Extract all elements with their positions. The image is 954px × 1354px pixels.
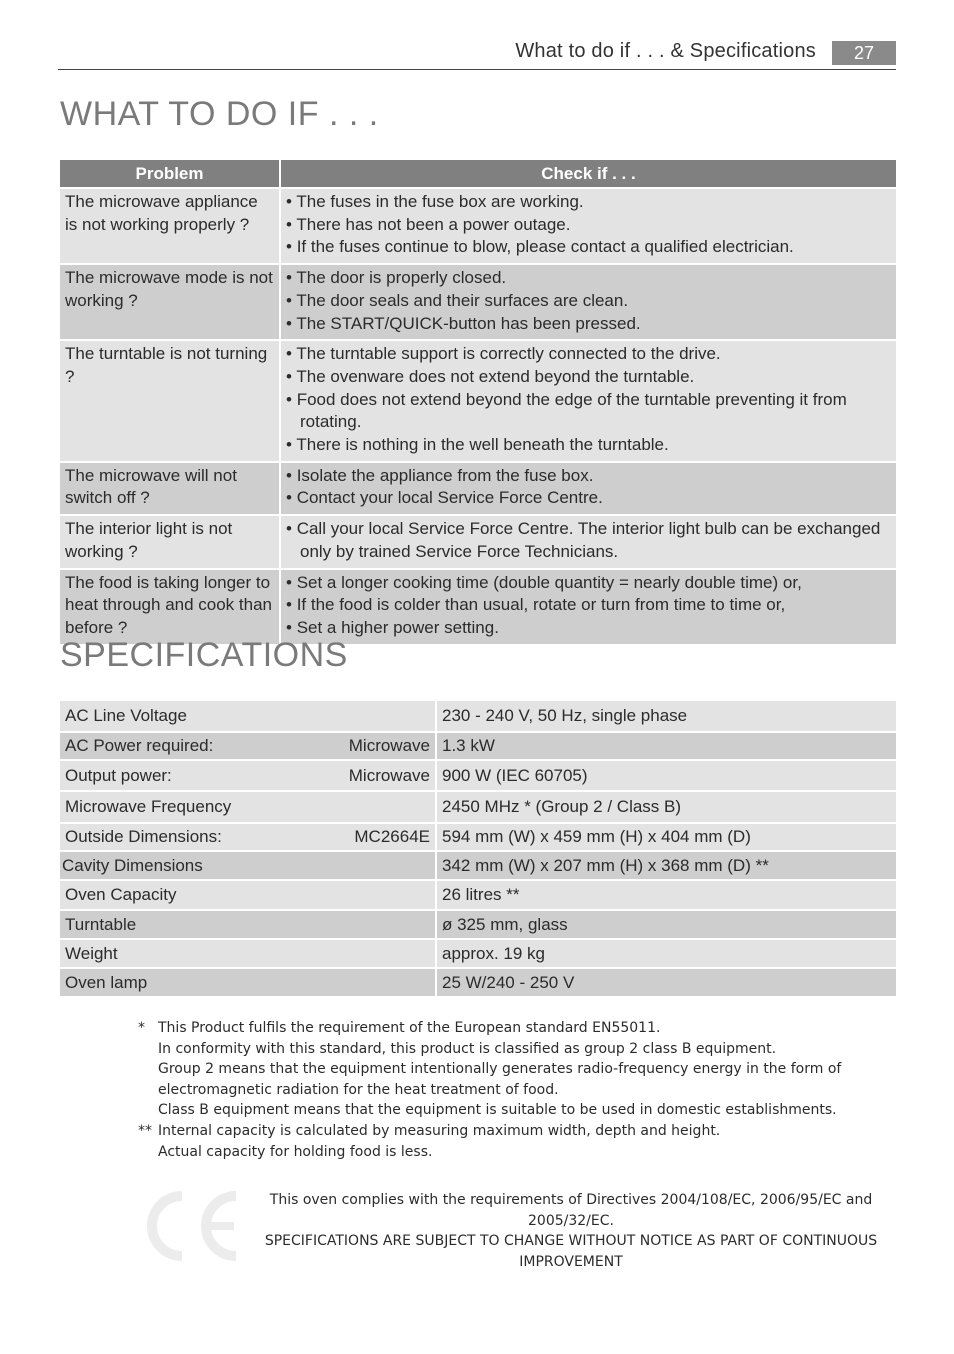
check-item: • Isolate the appliance from the fuse box. [286, 465, 594, 485]
check-item: • The door seals and their surfaces are clean. [286, 290, 629, 310]
spec-value: 1.3 kW [436, 732, 897, 760]
spec-label: AC Line Voltage [59, 700, 436, 732]
specifications-table [58, 699, 898, 998]
spec-label: Cavity Dimensions [59, 851, 436, 880]
footnote-single [138, 1018, 858, 1121]
check-item: • The fuses in the fuse box are working. [286, 192, 584, 211]
table-row [59, 851, 897, 880]
check-item: • Food does not extend beyond the edge of the turntable preventing it from rotating. [286, 389, 847, 432]
footnote-line: Group 2 means that the equipment intentionally generates radio-frequency energy in the form of electromagnetic radiation for the heat treatment of food. [158, 1061, 842, 1098]
page-header [58, 38, 896, 70]
spec-label: Weight [59, 939, 436, 968]
spec-label: Microwave Frequency [59, 791, 436, 823]
table-row [59, 462, 897, 515]
check-item: • Contact your local Service Force Centre. [286, 488, 603, 508]
check-cell [280, 569, 897, 645]
problem-cell: The food is taking longer to heat through and cook than before ? [59, 569, 280, 645]
check-cell [280, 515, 897, 568]
footnotes [138, 1018, 858, 1162]
footnote-mark: ** [138, 1122, 152, 1139]
spec-value: 26 litres ** [436, 880, 897, 910]
table-header-row [59, 159, 897, 188]
what-to-do-heading: WHAT TO DO IF . . . [60, 95, 379, 133]
directives-text: This oven complies with the requirements of Directives 2004/108/EC, 2006/95/EC and 2005/32/EC. [269, 1192, 873, 1229]
check-cell [280, 462, 897, 515]
table-row [59, 732, 897, 760]
spec-value: 900 W (IEC 60705) [436, 760, 897, 791]
check-item: • If the food is colder than usual, rotate or turn from time to time or, [286, 595, 786, 615]
table-row [59, 515, 897, 568]
ce-mark-icon [138, 1188, 242, 1264]
table-row [59, 791, 897, 823]
footnote-mark: * [138, 1020, 145, 1036]
table-row [59, 700, 897, 732]
page-number: 27 [832, 41, 896, 65]
spec-label: Oven lamp [59, 968, 436, 997]
spec-value: ø 325 mm, glass [436, 910, 897, 939]
problem-cell: The turntable is not turning ? [59, 340, 280, 462]
check-item: • Call your local Service Force Centre. The interior light bulb can be exchanged only by trained Service Force Technicians. [286, 519, 881, 561]
spec-value: approx. 19 kg [436, 939, 897, 968]
footnote-line: In conformity with this standard, this product is classified as group 2 class B equipment. [158, 1040, 777, 1057]
table-row [59, 880, 897, 910]
check-item: • There has not been a power outage. [286, 214, 571, 234]
table-row [59, 340, 897, 462]
spec-label: AC Power required: Microwave [59, 732, 436, 760]
check-item: • Set a higher power setting. [286, 617, 499, 637]
problem-cell: The interior light is not working ? [59, 515, 280, 568]
specifications-heading: SPECIFICATIONS [60, 636, 348, 674]
problem-cell: The microwave will not switch off ? [59, 462, 280, 515]
footnote-line: This Product fulfils the requirement of the European standard EN55011. [158, 1020, 661, 1036]
spec-value: 230 - 240 V, 50 Hz, single phase [436, 700, 897, 732]
problem-cell: The microwave mode is not working ? [59, 264, 280, 340]
problem-cell: The microwave appliance is not working properly ? [59, 188, 280, 264]
check-item: • The turntable support is correctly connected to the drive. [286, 344, 721, 364]
compliance-statement [262, 1190, 880, 1272]
check-item: • Set a longer cooking time (double quantity = nearly double time) or, [286, 572, 802, 592]
table-row [59, 264, 897, 340]
footnote-line: Actual capacity for holding food is less. [158, 1143, 433, 1160]
check-item: • If the fuses continue to blow, please contact a qualified electrician. [286, 237, 794, 257]
spec-value: 594 mm (W) x 459 mm (H) x 404 mm (D) [436, 823, 897, 851]
check-cell [280, 264, 897, 340]
spec-label: Outside Dimensions: MC2664E [59, 823, 436, 851]
check-item: • The START/QUICK-button has been pressed. [286, 313, 641, 333]
table-row [59, 910, 897, 939]
table-row [59, 939, 897, 968]
check-cell [280, 340, 897, 462]
column-header-check: Check if . . . [280, 159, 897, 188]
check-cell [280, 188, 897, 264]
spec-label: Turntable [59, 910, 436, 939]
table-row [59, 569, 897, 645]
check-item: • The ovenware does not extend beyond the turntable. [286, 366, 695, 386]
table-row [59, 968, 897, 997]
table-row [59, 188, 897, 264]
footnote-line: Internal capacity is calculated by measuring maximum width, depth and height. [158, 1122, 721, 1139]
check-item: • The door is properly closed. [286, 268, 507, 288]
spec-value: 342 mm (W) x 207 mm (H) x 368 mm (D) ** [436, 851, 897, 880]
spec-value: 25 W/240 - 250 V [436, 968, 897, 997]
spec-value: 2450 MHz * (Group 2 / Class B) [436, 791, 897, 823]
table-row [59, 760, 897, 791]
change-notice: SPECIFICATIONS ARE SUBJECT TO CHANGE WITHOUT NOTICE AS PART OF CONTINUOUS IMPROVEMENT [264, 1233, 878, 1270]
troubleshooting-table [58, 158, 898, 646]
check-item: • There is nothing in the well beneath the turntable. [286, 435, 669, 455]
footnote-line: Class B equipment means that the equipment is suitable to be used in domestic establishments. [158, 1102, 837, 1119]
header-title: What to do if . . . & Specifications [515, 40, 816, 62]
spec-label: Output power: Microwave [59, 760, 436, 791]
spec-label: Oven Capacity [59, 880, 436, 910]
column-header-problem: Problem [59, 159, 280, 188]
table-row [59, 823, 897, 851]
footnote-double [138, 1121, 858, 1162]
